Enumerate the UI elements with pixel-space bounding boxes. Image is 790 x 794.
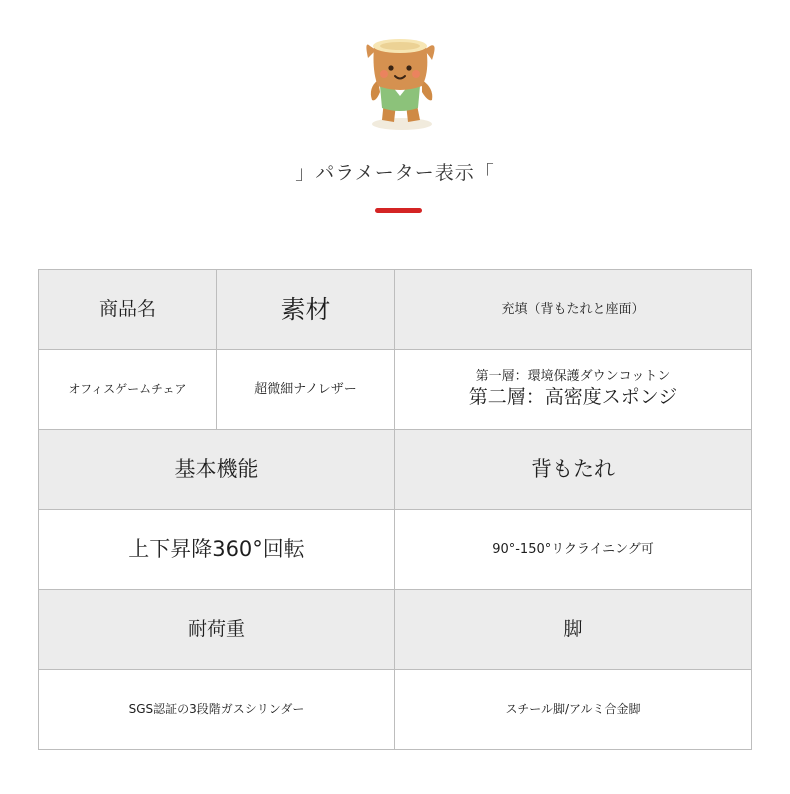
spec-label-backrest: 背もたれ xyxy=(395,430,752,510)
spec-value-backrest: 90°-150°リクライニング可 xyxy=(395,510,752,590)
table-row xyxy=(39,270,752,350)
spec-value-material: 超微細ナノレザー xyxy=(217,350,395,430)
spec-label-product-name: 商品名 xyxy=(39,270,217,350)
spec-label-filling: 充填（背もたれと座面） xyxy=(395,270,752,350)
page-title: 」パラメーター表示「 xyxy=(295,162,495,184)
filling-layer-1: 第一層：環境保護ダウンコットン xyxy=(475,368,671,384)
table-row xyxy=(39,590,752,670)
spec-value-filling xyxy=(395,350,752,430)
spec-label-material: 素材 xyxy=(217,270,395,350)
spec-label-load-capacity: 耐荷重 xyxy=(39,590,395,670)
table-row xyxy=(39,510,752,590)
table-row xyxy=(39,430,752,510)
tree-stump-mascot-icon xyxy=(360,36,440,132)
title-underline xyxy=(375,208,422,213)
spec-value-basic-function: 上下昇降360°回転 xyxy=(39,510,395,590)
spec-table xyxy=(38,269,752,750)
spec-value-product-name: オフィスゲームチェア xyxy=(39,350,217,430)
spec-label-legs: 脚 xyxy=(395,590,752,670)
spec-value-load-capacity: SGS認証の3段階ガスシリンダー xyxy=(39,670,395,750)
table-row xyxy=(39,670,752,750)
table-row xyxy=(39,350,752,430)
spec-label-basic-function: 基本機能 xyxy=(39,430,395,510)
filling-layer-2: 第二層：高密度スポンジ xyxy=(468,386,678,409)
spec-value-legs: スチール脚/アルミ合金脚 xyxy=(395,670,752,750)
